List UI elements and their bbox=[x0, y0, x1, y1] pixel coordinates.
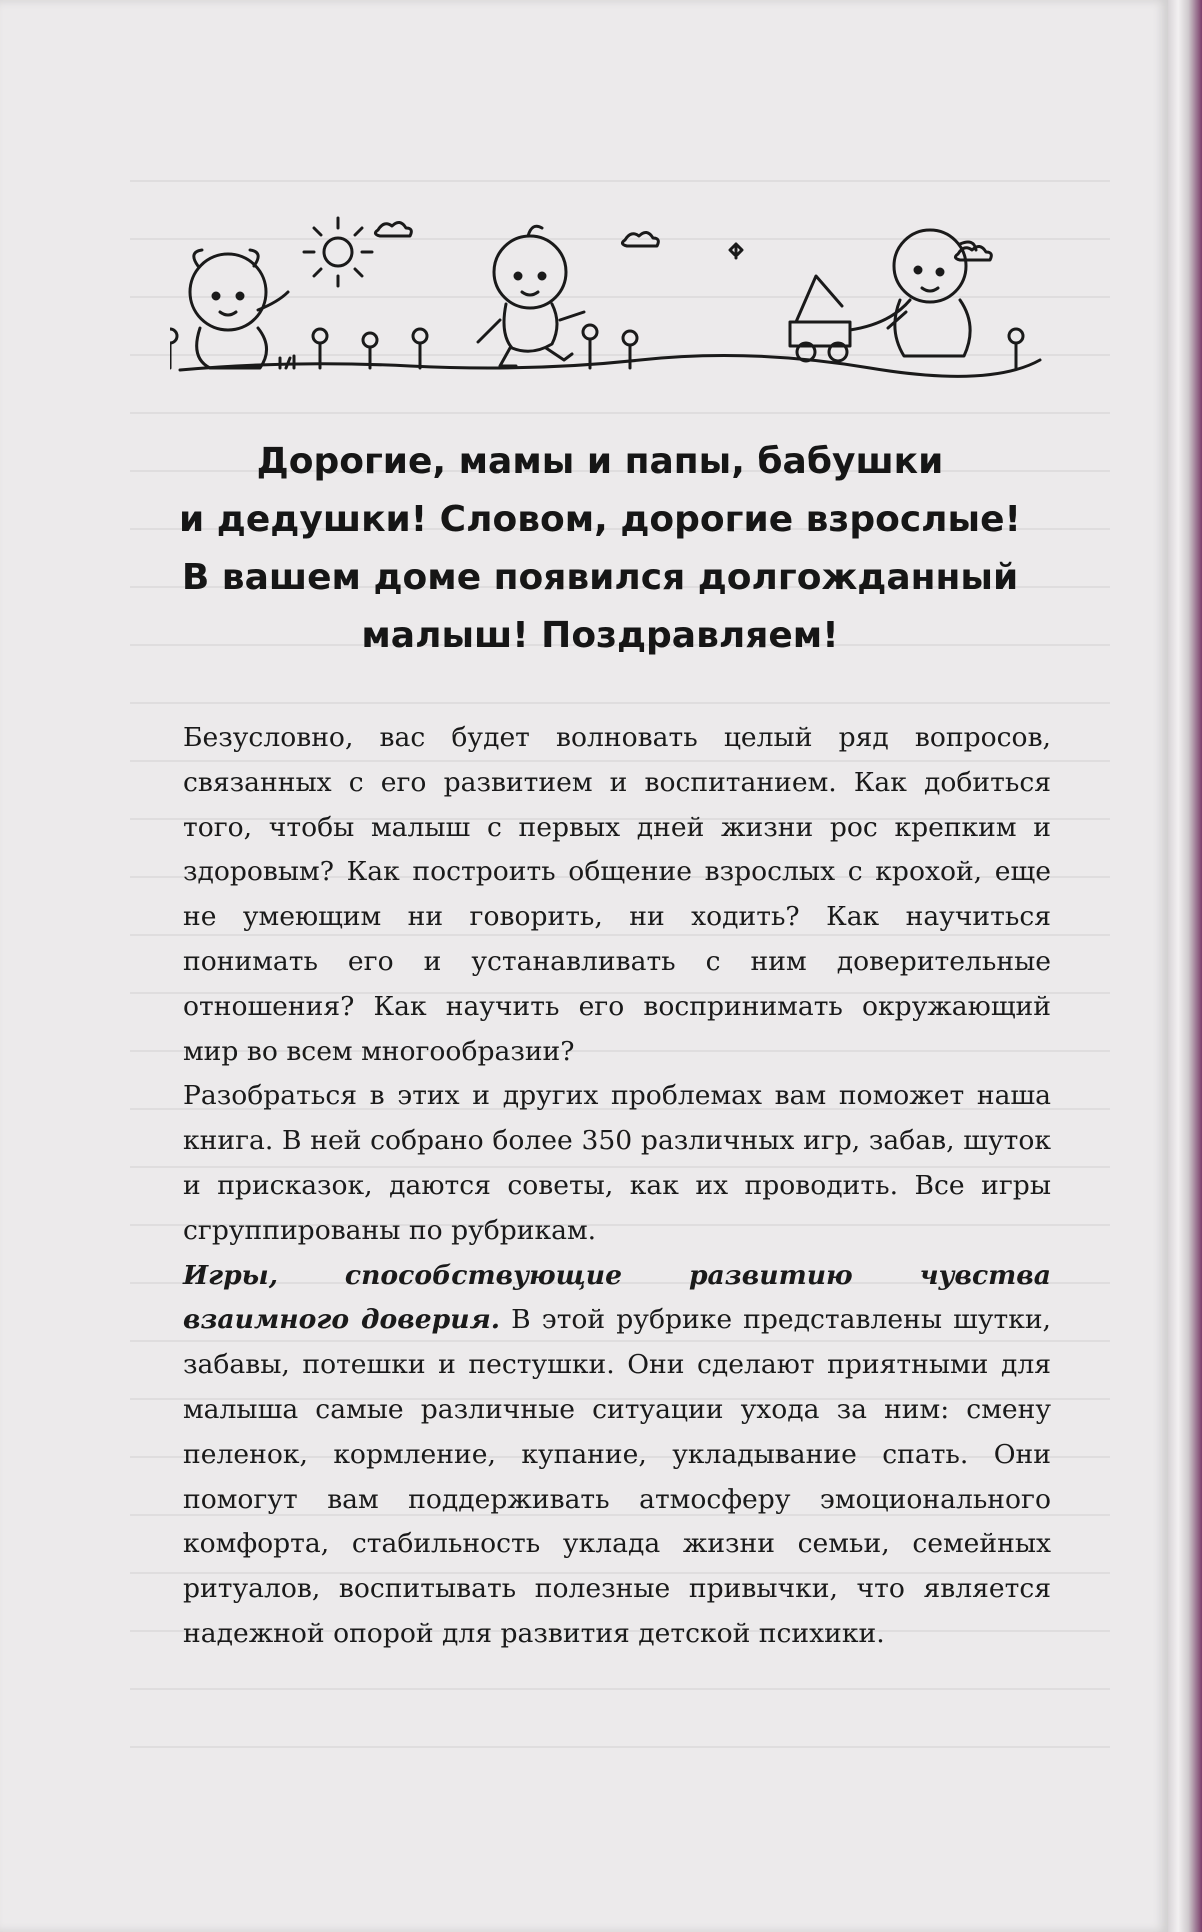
paragraph-book: Разобраться в этих и других проблемах вам поможет наша книга. В ней собрано более 350 различных игр, забав, шуток и присказок, даются советы, как их проводить. Все игры сгруппированы по рубрикам. bbox=[183, 1080, 1051, 1246]
page-edge bbox=[1168, 0, 1202, 1932]
body-text bbox=[183, 716, 1051, 1657]
heading-line-3: В вашем доме появился долгожданный bbox=[181, 557, 1019, 598]
rubric-title: Игры, способствующие развитию чувства взаимного доверия. bbox=[183, 1259, 1051, 1336]
page-heading bbox=[160, 433, 1040, 665]
paragraph-rubric bbox=[183, 1254, 1051, 1657]
rubric-text: В этой рубрике представлены шутки, забавы, потешки и пестушки. Они сделают приятными для малыша самые различные ситуации ухода за ним: смену пеленок, кормление, купание, укладывание спать. Они помогут вам поддерживать атмосферу эмоционального комфорта, стабильность уклада жизни семьи, семейных ритуалов, воспитывать полезные привычки, что является надежной опорой для развития детской психики. bbox=[183, 1304, 1052, 1649]
paragraph-intro: Безусловно, вас будет волновать целый ряд вопросов, связанных с его развитием и воспитанием. Как добиться того, чтобы малыш с первых дней жизни рос крепким и здоровым? Как построить общение взрослых с крохой, еще не умеющим ни говорить, ни ходить? Как научиться понимать его и устанавливать с ним доверительные отношения? Как научить его воспринимать окружающий мир во всем многообразии? bbox=[183, 722, 1051, 1067]
heading-line-4: малыш! Поздравляем! bbox=[361, 615, 839, 656]
heading-line-2: и дедушки! Словом, дорогие взрослые! bbox=[179, 499, 1021, 540]
heading-line-1: Дорогие, мамы и папы, бабушки bbox=[256, 441, 944, 482]
babies-illustration bbox=[170, 200, 1050, 380]
